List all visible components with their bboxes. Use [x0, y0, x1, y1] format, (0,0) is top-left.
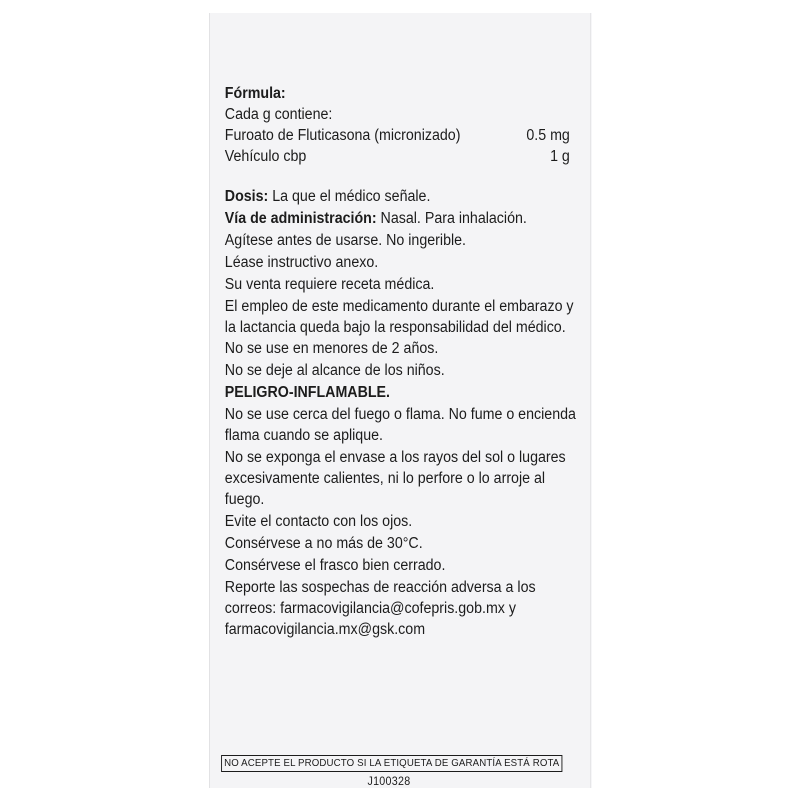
warning-paragraph: No se use cerca del fuego o flama. No fume o encienda flama cuando se aplique. [224, 406, 576, 444]
formula-row [225, 125, 583, 146]
label-panel [209, 13, 591, 788]
product-code [210, 775, 590, 789]
formula-intro: Cada g contiene: [224, 106, 333, 123]
guarantee-notice: NO ACEPTE EL PRODUCTO SI LA ETIQUETA DE GARANTÍA ESTÁ ROTA [221, 755, 562, 772]
formula-row-value: 0.5 mg [526, 127, 570, 144]
dosis-text: La que el médico señale. [268, 188, 431, 205]
instruction-paragraph: Agítese antes de usarse. No ingerible. [224, 232, 467, 249]
formula-row [225, 146, 583, 167]
dosis-label: Dosis: [224, 188, 269, 205]
via-line [225, 208, 583, 229]
instruction-paragraph: No se deje al alcance de los niños. [224, 362, 445, 379]
warning-paragraph: Evite el contacto con los ojos. [224, 513, 413, 530]
dosis-line [225, 186, 583, 207]
warning-paragraph: No se exponga el envase a los rayos del sol o lugares excesivamente calientes, ni lo perfore o lo arroje al fuego. [224, 449, 566, 508]
warning-paragraph: Consérvese a no más de 30°C. [224, 535, 423, 552]
instruction-paragraph: Su venta requiere receta médica. [224, 276, 435, 293]
product-code-text: J100328 [367, 776, 411, 788]
formula-row-value: 1 g [550, 148, 570, 165]
warning-heading: PELIGRO-INFLAMABLE. [224, 384, 390, 401]
label-content [225, 83, 583, 641]
formula-row-label: Furoato de Fluticasona (micronizado) [224, 127, 461, 144]
spacer [225, 167, 583, 186]
formula-heading: Fórmula: [224, 85, 286, 102]
warning-paragraph: Consérvese el frasco bien cerrado. [224, 557, 446, 574]
instruction-paragraph: Léase instructivo anexo. [224, 254, 379, 271]
via-text: Nasal. Para inhalación. [376, 210, 527, 227]
warning-paragraph: Reporte las sospechas de reacción adversa a los correos: farmacovigilancia@cofepris.gob.mx y farmacovigilancia.mx@gsk.com [224, 579, 536, 638]
formula-row-label: Vehículo cbp [224, 148, 307, 165]
instruction-paragraph: El empleo de este medicamento durante el embarazo y la lactancia queda bajo la responsabilidad del médico. No se use en menores de 2 años. [224, 298, 574, 357]
via-label: Vía de administración: [224, 210, 377, 227]
